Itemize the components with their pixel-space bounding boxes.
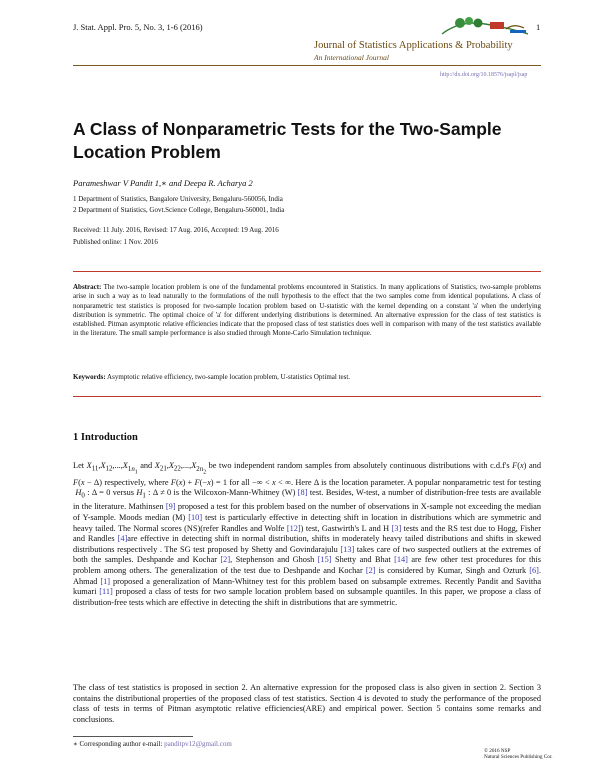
author-email-link[interactable]: panditpv12@gmail.com [164, 740, 232, 748]
keywords-text: Asymptotic relative efficiency, two-sample location problem, U-statistics Optimal test. [107, 373, 351, 381]
affiliation-1: 1 Department of Statistics, Bangalore University, Bengaluru-560056, India [73, 195, 283, 203]
abstract-label: Abstract: [73, 283, 102, 291]
corresponding-label: ∗ Corresponding author e-mail: [73, 740, 163, 748]
abstract-bottom-rule [73, 396, 541, 397]
published-date: Published online: 1 Nov. 2016 [73, 238, 158, 246]
header-divider [73, 65, 541, 66]
keywords-block [73, 373, 541, 381]
journal-logo-icon [440, 14, 530, 38]
copyright-text: © 2016 NSP [484, 748, 511, 754]
page-number: 1 [536, 22, 541, 32]
author-list: Parameshwar V Pandit 1,∗ and Deepa R. Acharya 2 [73, 178, 253, 188]
corresponding-author-footnote [73, 740, 232, 748]
footnote-divider [73, 736, 193, 737]
copyright-notice [484, 748, 553, 760]
abstract-text: The two-sample location problem is one of the fundamental problems encountered in Statistics. In many applications of Statistics, two-sample problems arise in such a way as to lead naturally to the formulations of the null hypothesis to the effect that the two samples come from identical populations. A class of nonparametric test statistics is proposed for two-sample location problem based on U-statistic with the kernel depending on a constant 'a' when the underlying distribution is symmetric. The optimal choice of 'a' for different underlying distributions is determined. An alternative expression for the class of test statistics is established. Pitman asymptotic relative efficiencies indicate that the proposed class of test statistics does well in comparison with many of the test statistics available in the literature. The small sample performance is also studied through Monte-Carlo Simulation technique. [73, 283, 542, 338]
abstract-block [73, 283, 541, 339]
publisher-name: Natural Sciences Publishing Cor. [484, 754, 553, 761]
doi-link[interactable]: http://dx.doi.org/10.18576/jsapl/jsap [440, 72, 528, 78]
journal-title: Journal of Statistics Applications & Probability [314, 40, 513, 51]
article-title: A Class of Nonparametric Tests for the Two-Sample Location Problem [73, 119, 502, 162]
section-heading-introduction: 1 Introduction [73, 432, 138, 443]
keywords-label: Keywords: [73, 373, 106, 381]
introduction-paragraph-2: The class of test statistics is proposed in section 2. An alternative expression for the proposed class is also given in section 2. Section 3 contains the distributional properties of the proposed class of test statistics. Section 4 is devoted to study the performance of the proposed class of tests in terms of Pitman asymptotic relative efficiencies(ARE) and empirical power. Section 5 contains some remarks and conclusions. [73, 683, 541, 724]
introduction-paragraph-1: Let $X_{11},X_{12},...,X_{1n_1}$ and $X_{21},X_{22},...,X_{2n_2}$ be two independent random samples from absolutely continuous distributions with c.d.f's F(x) and F(x − Δ) respectively, where F(x) + F(−x) = 1 for all −∞ < x < ∞. Here Δ is the location parameter. A popular nonparametric test for testing $H_0$ : Δ = 0 versus $H_1$ : Δ ≠ 0 is the Wilcoxon-Mann-Whitney (W) [8] test. Besides, W-test, a number of distribution-free tests are available in the literature. Mathinsen [9] proposed a test for this problem based on the number of observations in X-sample not exceeding the median of Y-sample. Moods median (M) [10] test is particularly effective in detecting shift in location in distributions which are symmetric and heavy tailed. The Normal scores (NS)(refer Randles and Wolfe [12]) test, Gastwirth's L and H [3] tests and the RS test due to Hogg, Fisher and Randles [4]are effective in detecting shift in normal distribution, shifts in moderately heavy tailed distributions and shifts in skewed distributions respectively . The SG test proposed by Shetty and Govindarajulu [13] takes care of two suspected outliers at the extremes of both the samples. Deshpande and Kochar [2], Stephenson and Ghosh [15] Shetty and Bhat [14] are few other test procedures for this problem among others. The generalization of the test due to Deshpande and Kochar [2] is considered by Kumar, Singh and Ozturk [6]. Ahmad [1] proposed a generalization of Mann-Whitney test for this problem based on subsample extremes. Recently Pandit and Savitha kumari [11] proposed a class of tests for two sample location problem based on subsample quantiles. In this paper, we propose a class of distribution-free tests which are effective in detecting the shift in distributions that are symmetric. [73, 461, 542, 607]
affiliation-2: 2 Department of Statistics, Govt.Science College, Bengaluru-560001, India [73, 206, 285, 214]
abstract-top-rule [73, 271, 541, 272]
journal-subtitle: An International Journal [314, 53, 389, 62]
running-header-citation: J. Stat. Appl. Pro. 5, No. 3, 1-6 (2016) [73, 22, 203, 32]
received-dates: Received: 11 July. 2016, Revised: 17 Aug. 2016, Accepted: 19 Aug. 2016 [73, 226, 279, 234]
